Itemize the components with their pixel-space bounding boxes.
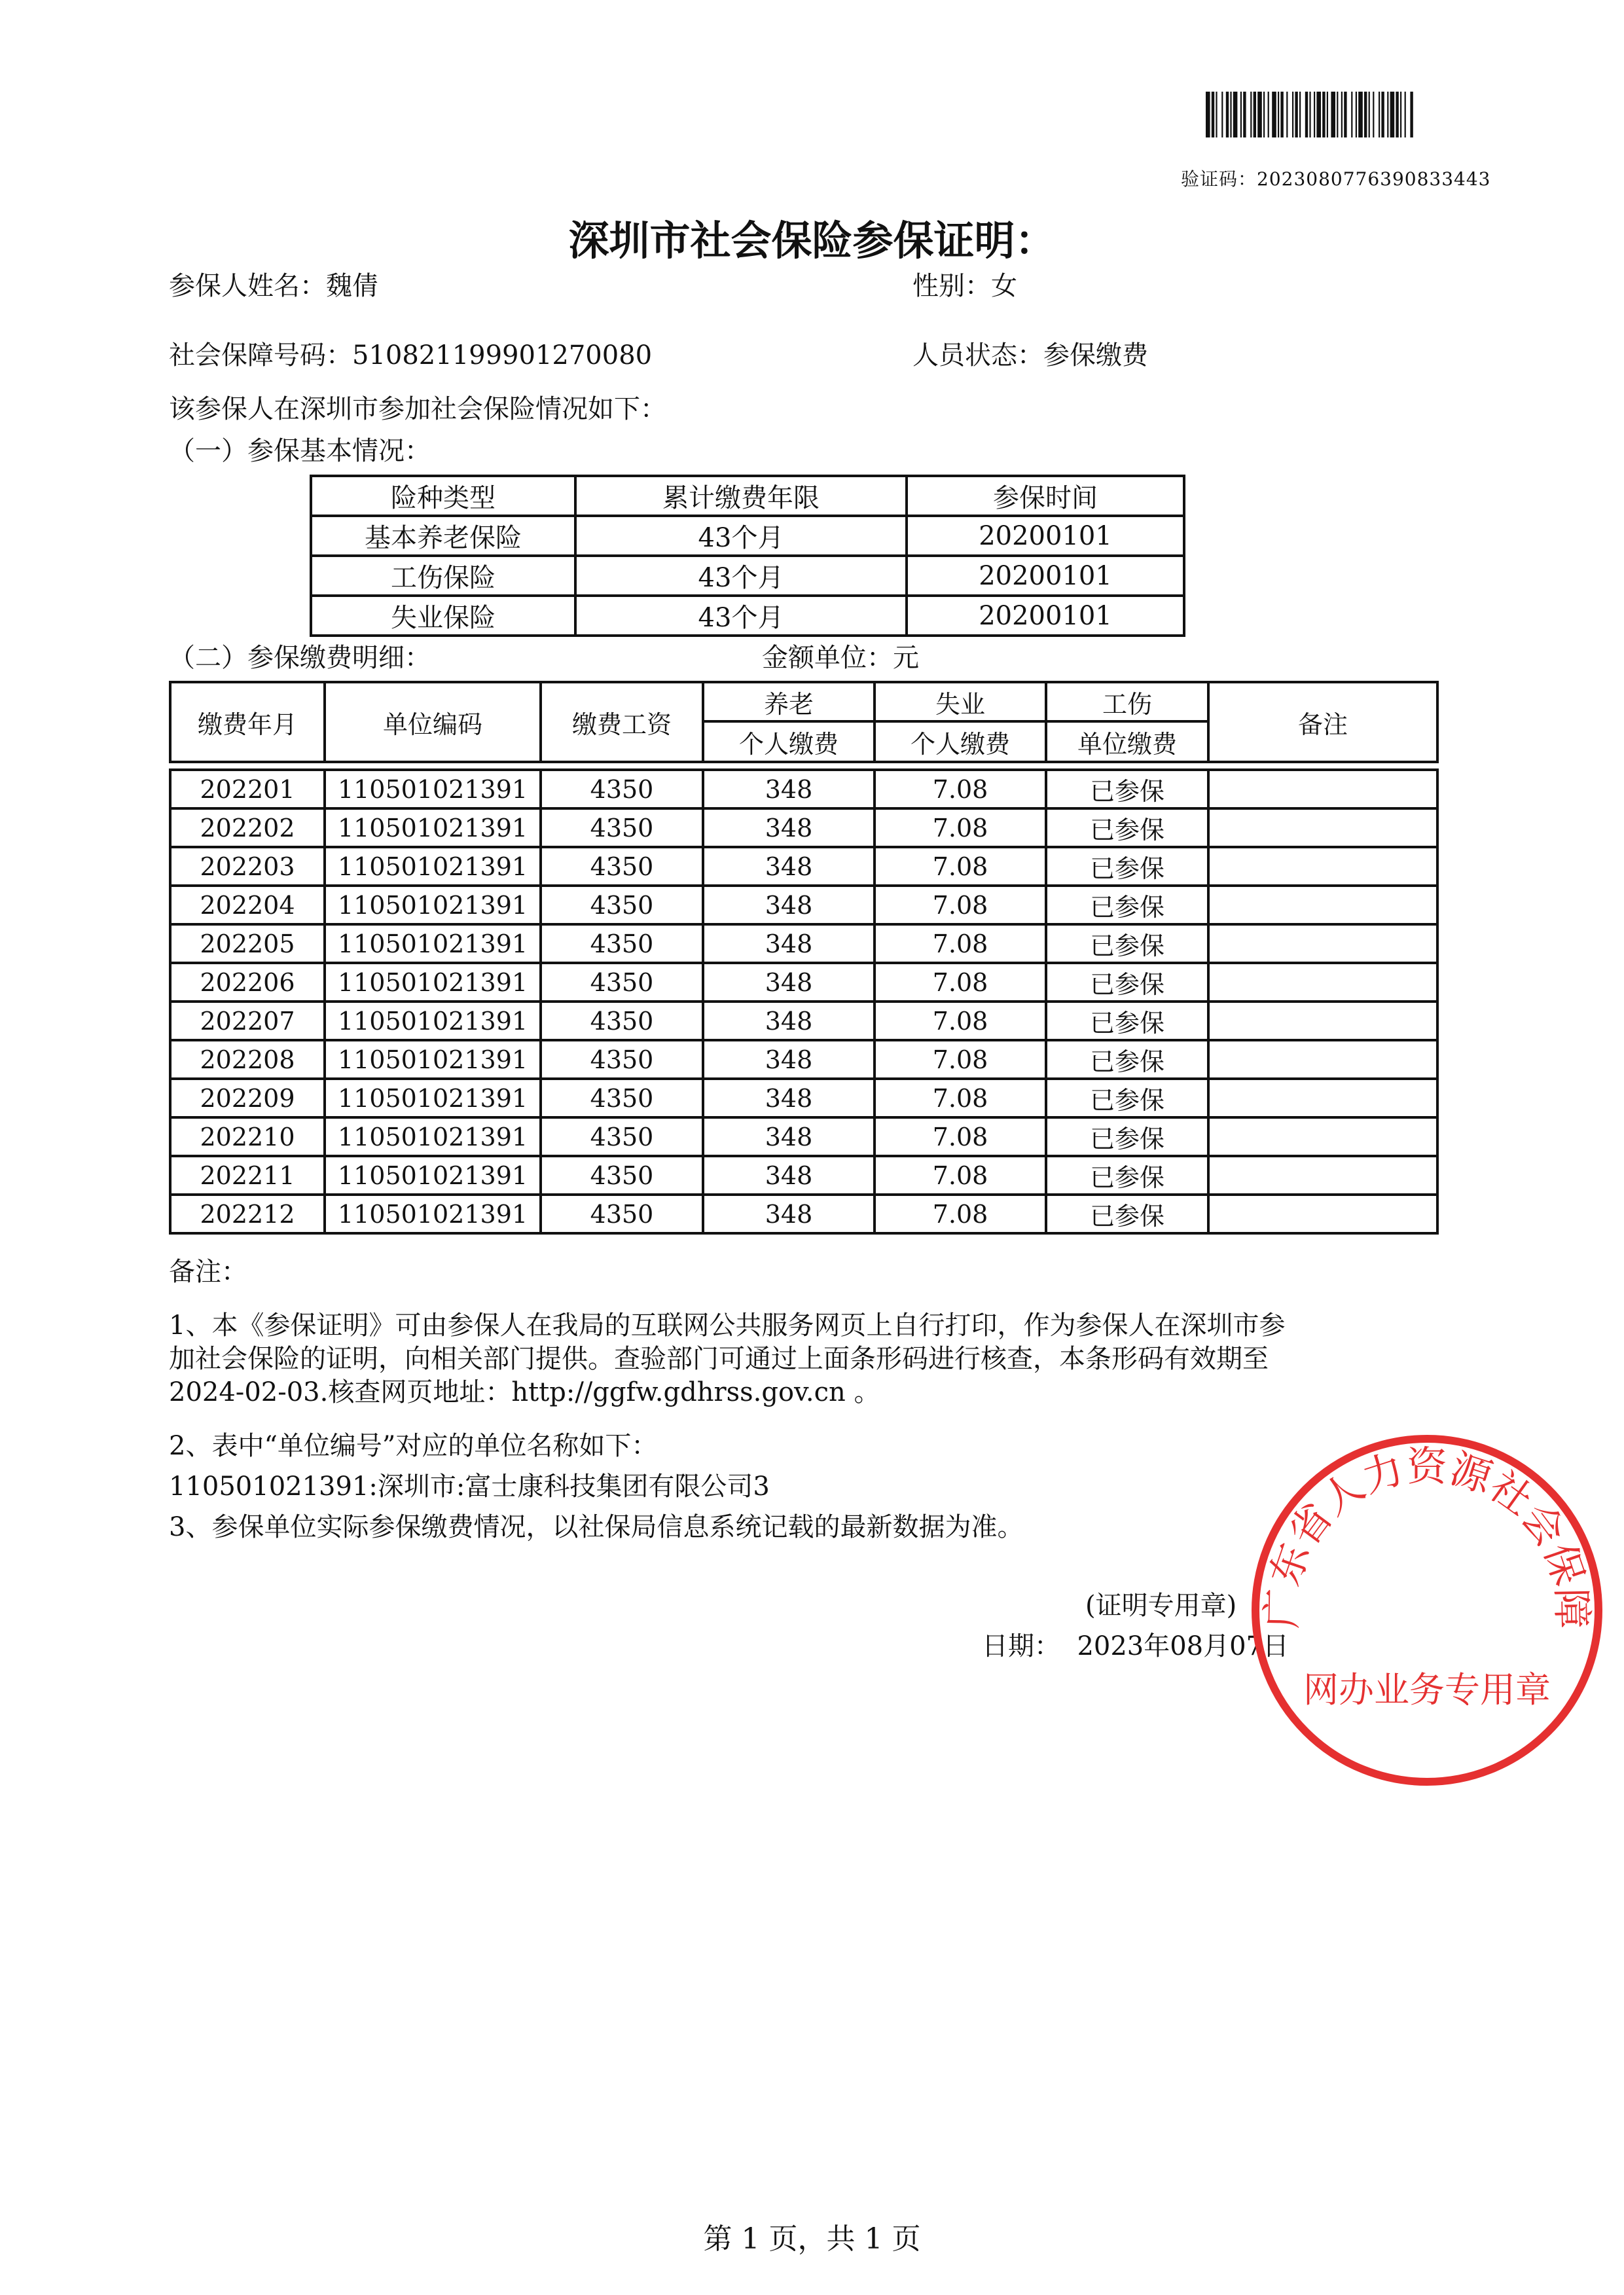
injury-unit: 已参保 xyxy=(1046,770,1208,808)
insurance-type: 工伤保险 xyxy=(311,556,575,596)
note-1-line-2: 加社会保险的证明，向相关部门提供。查验部门可通过上面条形码进行核查，本条形码有效期至 xyxy=(169,1344,1269,1374)
unit-code: 110501021391 xyxy=(325,1195,541,1233)
barcode-bar xyxy=(1351,92,1352,137)
unit-code: 110501021391 xyxy=(325,924,541,963)
table-row xyxy=(311,596,1184,636)
cumulative-months: 43个月 xyxy=(575,516,907,556)
pension-personal: 348 xyxy=(703,770,875,808)
stamp-ring xyxy=(1255,1439,1598,1782)
enroll-date: 20200101 xyxy=(907,516,1184,556)
pension-personal: 348 xyxy=(703,924,875,963)
amount-unit: 金额单位：元 xyxy=(762,643,919,673)
barcode-bar xyxy=(1206,92,1210,137)
remark xyxy=(1208,963,1437,1002)
barcode-bar xyxy=(1373,92,1374,137)
col-header-month: 缴费年月 xyxy=(170,682,325,762)
pay-month: 202206 xyxy=(170,963,325,1002)
note-1-line-3: 2024-02-03.核查网页地址：http://ggfw.gdhrss.gov.cn 。 xyxy=(169,1377,880,1407)
col-header-unit-code: 单位编码 xyxy=(325,682,541,762)
injury-unit: 已参保 xyxy=(1046,1117,1208,1156)
note-1-line-1: 1、本《参保证明》可由参保人在我局的互联网公共服务网页上自行打印，作为参保人在深圳市参 xyxy=(169,1310,1286,1341)
barcode xyxy=(1204,92,1466,137)
table-row xyxy=(170,770,1437,808)
barcode-bar xyxy=(1309,92,1310,137)
pension-personal: 348 xyxy=(703,1079,875,1117)
detail-table-header xyxy=(170,682,1437,721)
col-header-wage: 缴费工资 xyxy=(541,682,703,762)
pay-month: 202203 xyxy=(170,847,325,886)
col-header-insurance-type: 险种类型 xyxy=(311,476,575,516)
barcode-bar xyxy=(1379,92,1380,137)
social-security-number xyxy=(169,339,652,372)
barcode-bar xyxy=(1254,92,1256,137)
verification-code-value: 2023080776390833443 xyxy=(1257,168,1491,190)
barcode-bar xyxy=(1212,92,1214,137)
pension-personal: 348 xyxy=(703,963,875,1002)
pension-personal: 348 xyxy=(703,1195,875,1233)
col-header-pension-personal: 个人缴费 xyxy=(703,721,875,762)
pay-month: 202209 xyxy=(170,1079,325,1117)
pay-month: 202205 xyxy=(170,924,325,963)
pension-personal: 348 xyxy=(703,808,875,847)
pay-wage: 4350 xyxy=(541,1079,703,1117)
barcode-bar xyxy=(1272,92,1276,137)
barcode-bar xyxy=(1396,92,1398,137)
pay-wage: 4350 xyxy=(541,963,703,1002)
injury-unit: 已参保 xyxy=(1046,808,1208,847)
unemployment-personal: 7.08 xyxy=(875,1156,1046,1195)
remark xyxy=(1208,770,1437,808)
gender xyxy=(912,270,1017,302)
person-status-label: 人员状态： xyxy=(912,340,1043,370)
barcode-bar xyxy=(1243,92,1246,137)
barcode-bar xyxy=(1400,92,1401,137)
remark xyxy=(1208,924,1437,963)
col-header-unemployment-personal: 个人缴费 xyxy=(875,721,1046,762)
pay-month: 202212 xyxy=(170,1195,325,1233)
stamp-arc-text: 广东省人力资源社会保障 xyxy=(1257,1442,1597,1629)
unemployment-personal: 7.08 xyxy=(875,1195,1046,1233)
pension-personal: 348 xyxy=(703,886,875,924)
insured-name-value: 魏倩 xyxy=(326,271,378,301)
barcode-bar xyxy=(1305,92,1308,137)
notes-heading: 备注： xyxy=(169,1257,247,1287)
table-row xyxy=(170,1079,1437,1117)
pension-personal: 348 xyxy=(703,1156,875,1195)
unit-code: 110501021391 xyxy=(325,808,541,847)
remark xyxy=(1208,1195,1437,1233)
col-header-pension: 养老 xyxy=(703,682,875,721)
col-header-remark: 备注 xyxy=(1208,682,1437,762)
barcode-bar xyxy=(1292,92,1293,137)
pay-wage: 4350 xyxy=(541,847,703,886)
unit-code: 110501021391 xyxy=(325,847,541,886)
unit-code: 110501021391 xyxy=(325,886,541,924)
pay-wage: 4350 xyxy=(541,1156,703,1195)
pension-personal: 348 xyxy=(703,1117,875,1156)
injury-unit: 已参保 xyxy=(1046,886,1208,924)
barcode-bar xyxy=(1405,92,1406,137)
barcode-bar xyxy=(1314,92,1315,137)
pension-personal: 348 xyxy=(703,1002,875,1040)
col-header-unemployment: 失业 xyxy=(875,682,1046,721)
barcode-bar xyxy=(1356,92,1357,137)
barcode-bar xyxy=(1316,92,1321,137)
remark xyxy=(1208,886,1437,924)
gender-label: 性别： xyxy=(912,271,991,301)
barcode-bar xyxy=(1322,92,1325,137)
page-title: 深圳市社会保险参保证明： xyxy=(568,217,1056,264)
unemployment-personal: 7.08 xyxy=(875,963,1046,1002)
unemployment-personal: 7.08 xyxy=(875,808,1046,847)
table-row xyxy=(170,1040,1437,1079)
barcode-bar xyxy=(1390,92,1395,137)
unemployment-personal: 7.08 xyxy=(875,770,1046,808)
pay-month: 202210 xyxy=(170,1117,325,1156)
pay-month: 202202 xyxy=(170,808,325,847)
table-row xyxy=(170,1156,1437,1195)
basic-insurance-table xyxy=(310,475,1185,637)
barcode-bar xyxy=(1233,92,1238,137)
enroll-date: 20200101 xyxy=(907,556,1184,596)
pay-month: 202208 xyxy=(170,1040,325,1079)
pay-month: 202211 xyxy=(170,1156,325,1195)
pay-month: 202207 xyxy=(170,1002,325,1040)
barcode-bar xyxy=(1364,92,1367,137)
seal-label: (证明专用章) xyxy=(1085,1591,1237,1621)
table-row xyxy=(170,1002,1437,1040)
table-row xyxy=(170,847,1437,886)
barcode-bar xyxy=(1344,92,1346,137)
remark xyxy=(1208,1156,1437,1195)
insurance-type: 失业保险 xyxy=(311,596,575,636)
remark xyxy=(1208,1079,1437,1117)
injury-unit: 已参保 xyxy=(1046,963,1208,1002)
pay-wage: 4350 xyxy=(541,770,703,808)
injury-unit: 已参保 xyxy=(1046,1156,1208,1195)
insured-name-label: 参保人姓名： xyxy=(169,271,326,301)
note-3: 3、参保单位实际参保缴费情况，以社保局信息系统记载的最新数据为准。 xyxy=(169,1512,1024,1542)
unemployment-personal: 7.08 xyxy=(875,924,1046,963)
remark xyxy=(1208,847,1437,886)
table-row xyxy=(170,808,1437,847)
remark xyxy=(1208,1117,1437,1156)
header-spacer xyxy=(170,762,1437,770)
barcode-bar xyxy=(1240,92,1242,137)
pay-wage: 4350 xyxy=(541,886,703,924)
unit-code: 110501021391 xyxy=(325,1117,541,1156)
table-row xyxy=(170,963,1437,1002)
verification-code xyxy=(1181,165,1491,191)
barcode-bar xyxy=(1257,92,1262,137)
insurance-type: 基本养老保险 xyxy=(311,516,575,556)
section1-title: （一）参保基本情况： xyxy=(169,436,431,466)
barcode-bar xyxy=(1216,92,1217,137)
barcode-bar xyxy=(1331,92,1335,137)
barcode-bar xyxy=(1286,92,1288,137)
col-header-cumulative-months: 累计缴费年限 xyxy=(575,476,907,516)
barcode-bar xyxy=(1250,92,1252,137)
stamp-center-text: 网办业务专用章 xyxy=(1303,1669,1551,1710)
contribution-detail-table xyxy=(169,681,1439,1235)
injury-unit: 已参保 xyxy=(1046,1195,1208,1233)
pay-wage: 4350 xyxy=(541,1040,703,1079)
barcode-bar xyxy=(1263,92,1265,137)
barcode-bar xyxy=(1410,92,1413,137)
unit-code: 110501021391 xyxy=(325,1002,541,1040)
barcode-bar xyxy=(1299,92,1301,137)
barcode-bar xyxy=(1387,92,1388,137)
certificate-date xyxy=(982,1630,1289,1663)
col-header-injury-unit: 单位缴费 xyxy=(1046,721,1208,762)
note-2: 2、表中“单位编号”对应的单位名称如下： xyxy=(169,1431,658,1461)
barcode-bar xyxy=(1278,92,1279,137)
table-row xyxy=(170,924,1437,963)
unemployment-personal: 7.08 xyxy=(875,1040,1046,1079)
ssn-label: 社会保障号码： xyxy=(169,340,352,370)
barcode-bar xyxy=(1341,92,1343,137)
unit-code: 110501021391 xyxy=(325,963,541,1002)
injury-unit: 已参保 xyxy=(1046,1002,1208,1040)
cumulative-months: 43个月 xyxy=(575,596,907,636)
official-stamp xyxy=(1244,1427,1610,1794)
unit-code: 110501021391 xyxy=(325,1040,541,1079)
injury-unit: 已参保 xyxy=(1046,1079,1208,1117)
barcode-bar xyxy=(1226,92,1229,137)
barcode-bar xyxy=(1358,92,1363,137)
barcode-bar xyxy=(1295,92,1297,137)
barcode-bar xyxy=(1230,92,1231,137)
unemployment-personal: 7.08 xyxy=(875,1002,1046,1040)
pay-month: 202204 xyxy=(170,886,325,924)
table-row xyxy=(170,1117,1437,1156)
remark xyxy=(1208,1040,1437,1079)
pay-wage: 4350 xyxy=(541,1195,703,1233)
col-header-injury: 工伤 xyxy=(1046,682,1208,721)
ssn-value: 510821199901270080 xyxy=(352,340,653,370)
injury-unit: 已参保 xyxy=(1046,1040,1208,1079)
barcode-bar xyxy=(1369,92,1370,137)
table-row xyxy=(311,556,1184,596)
injury-unit: 已参保 xyxy=(1046,847,1208,886)
person-status xyxy=(912,339,1148,372)
unemployment-personal: 7.08 xyxy=(875,847,1046,886)
table-row xyxy=(170,886,1437,924)
section2-title: （二）参保缴费明细： xyxy=(169,643,431,673)
pay-wage: 4350 xyxy=(541,924,703,963)
col-header-enroll-date: 参保时间 xyxy=(907,476,1184,516)
pension-personal: 348 xyxy=(703,1040,875,1079)
pay-wage: 4350 xyxy=(541,1117,703,1156)
unit-code: 110501021391 xyxy=(325,1156,541,1195)
remark xyxy=(1208,1002,1437,1040)
unemployment-personal: 7.08 xyxy=(875,1117,1046,1156)
insured-name xyxy=(169,270,378,302)
unit-code: 110501021391 xyxy=(325,1079,541,1117)
unit-code: 110501021391 xyxy=(325,770,541,808)
table-row xyxy=(170,1195,1437,1233)
injury-unit: 已参保 xyxy=(1046,924,1208,963)
date-label: 日期： xyxy=(982,1631,1060,1661)
barcode-bar xyxy=(1337,92,1338,137)
intro-text: 该参保人在深圳市参加社会保险情况如下： xyxy=(169,394,666,424)
barcode-bar xyxy=(1381,92,1384,137)
enroll-date: 20200101 xyxy=(907,596,1184,636)
verification-code-label: 验证码： xyxy=(1181,168,1257,190)
pay-wage: 4350 xyxy=(541,1002,703,1040)
note-2-detail: 110501021391:深圳市:富士康科技集团有限公司3 xyxy=(169,1472,770,1502)
table-row xyxy=(311,516,1184,556)
unemployment-personal: 7.08 xyxy=(875,886,1046,924)
person-status-value: 参保缴费 xyxy=(1043,340,1148,370)
pay-wage: 4350 xyxy=(541,808,703,847)
unemployment-personal: 7.08 xyxy=(875,1079,1046,1117)
pension-personal: 348 xyxy=(703,847,875,886)
barcode-bar xyxy=(1268,92,1269,137)
basic-table-header xyxy=(311,476,1184,516)
barcode-bar xyxy=(1221,92,1223,137)
barcode-bar xyxy=(1327,92,1328,137)
page-number: 第 1 页，共 1 页 xyxy=(703,2222,921,2256)
date-value: 2023年08月07日 xyxy=(1077,1631,1290,1661)
barcode-bar xyxy=(1280,92,1283,137)
remark xyxy=(1208,808,1437,847)
pay-month: 202201 xyxy=(170,770,325,808)
cumulative-months: 43个月 xyxy=(575,556,907,596)
gender-value: 女 xyxy=(991,271,1017,301)
